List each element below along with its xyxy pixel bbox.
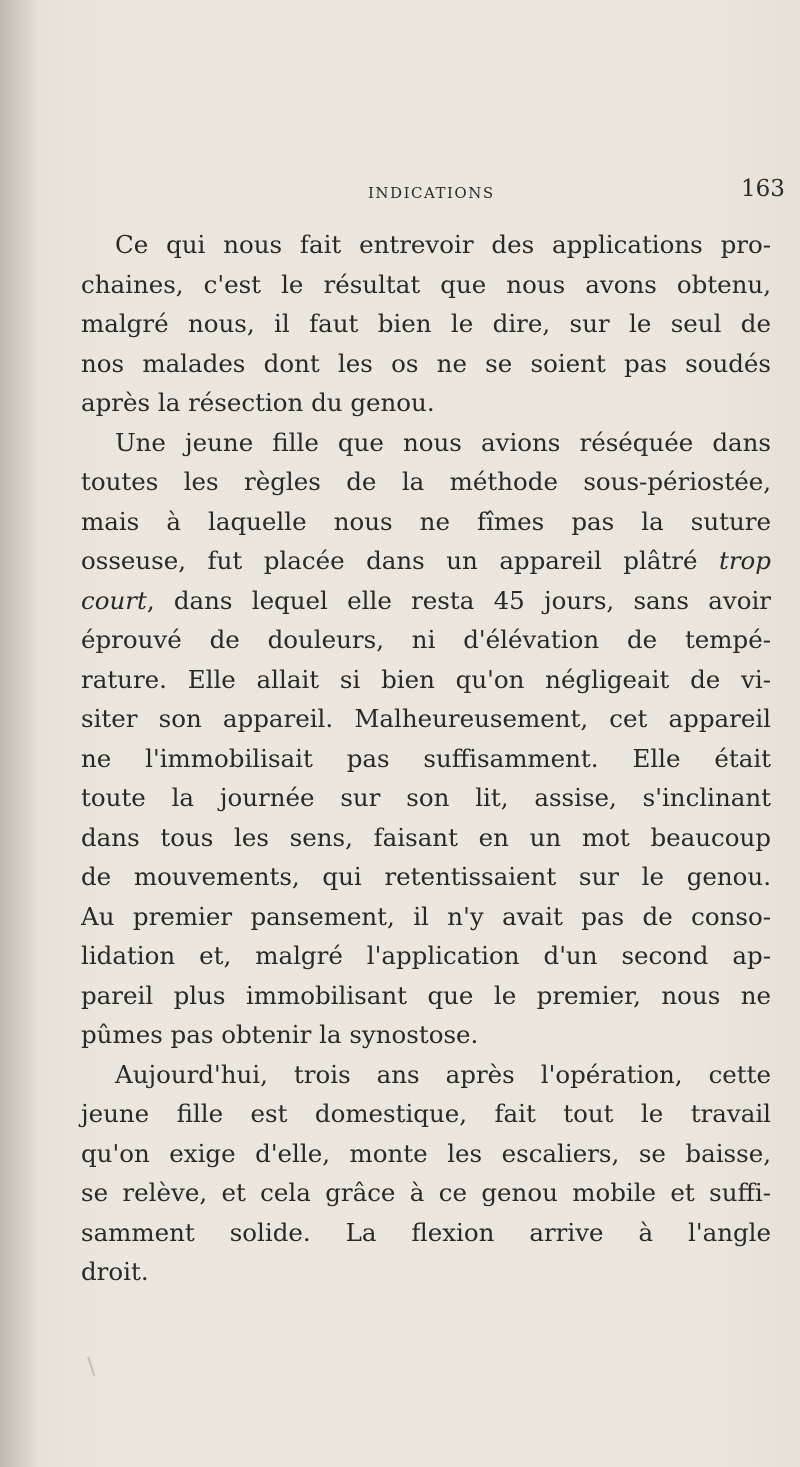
running-title: INDICATIONS bbox=[368, 184, 495, 202]
text-line: après la résection du genou. bbox=[81, 388, 435, 417]
text-line bbox=[81, 581, 771, 621]
text-line: se relève, et cela grâce à ce genou mobile et suffi- bbox=[81, 1178, 771, 1207]
text-line: Au premier pansement, il n'y avait pas de conso- bbox=[81, 901, 771, 931]
text-line: pareil plus immobilisant que le premier, nous ne bbox=[81, 980, 771, 1010]
body-text bbox=[81, 225, 771, 1292]
text-line: siter son appareil. Malheureusement, cet appareil bbox=[81, 704, 771, 733]
text-line: jeune fille est domestique, fait tout le travail bbox=[81, 1099, 771, 1128]
text-line: dans tous les sens, faisant en un mot beaucoup bbox=[81, 822, 771, 852]
italic-word: trop bbox=[719, 546, 771, 575]
text-line: mais à laquelle nous ne fîmes pas la suture bbox=[81, 506, 771, 536]
text-line: Une jeune fille que nous avions réséquée dans bbox=[115, 427, 771, 457]
text-line-with-italic bbox=[81, 541, 771, 581]
text-line: toute la journée sur son lit, assise, s'inclinant bbox=[81, 783, 771, 812]
text-line: rature. Elle allait si bien qu'on négligeait de vi- bbox=[81, 664, 771, 694]
text-line: ne l'immobilisait pas suffisamment. Elle était bbox=[81, 743, 771, 773]
text-line: droit. bbox=[81, 1257, 149, 1286]
text-line: Aujourd'hui, trois ans après l'opération, cette bbox=[115, 1059, 771, 1089]
text-line: lidation et, malgré l'application d'un second ap- bbox=[81, 941, 771, 970]
margin-mark bbox=[87, 1354, 103, 1376]
text-line: pûmes pas obtenir la synostose. bbox=[81, 1020, 479, 1049]
text-segment: osseuse, fut placée dans un appareil plâtré bbox=[81, 546, 719, 575]
text-line: chaines, c'est le résultat que nous avons obtenu, bbox=[81, 269, 771, 299]
text-segment: , dans lequel elle resta 45 jours, sans avoir bbox=[146, 585, 771, 615]
text-line: toutes les règles de la méthode sous-périostée, bbox=[81, 467, 771, 496]
gutter-shadow bbox=[0, 0, 38, 1467]
text-line: samment solide. La flexion arrive à l'angle bbox=[81, 1217, 771, 1247]
text-line: Ce qui nous fait entrevoir des applications pro- bbox=[115, 230, 771, 259]
text-line: qu'on exige d'elle, monte les escaliers, se baisse, bbox=[81, 1138, 771, 1168]
text-line: de mouvements, qui retentissaient sur le genou. bbox=[81, 862, 771, 891]
italic-word: court bbox=[81, 585, 147, 615]
text-line: malgré nous, il faut bien le dire, sur le seul de bbox=[81, 309, 771, 338]
text-line: nos malades dont les os ne se soient pas soudés bbox=[81, 348, 771, 378]
page-number: 163 bbox=[741, 176, 785, 202]
text-line: éprouvé de douleurs, ni d'élévation de tempé- bbox=[81, 625, 771, 654]
